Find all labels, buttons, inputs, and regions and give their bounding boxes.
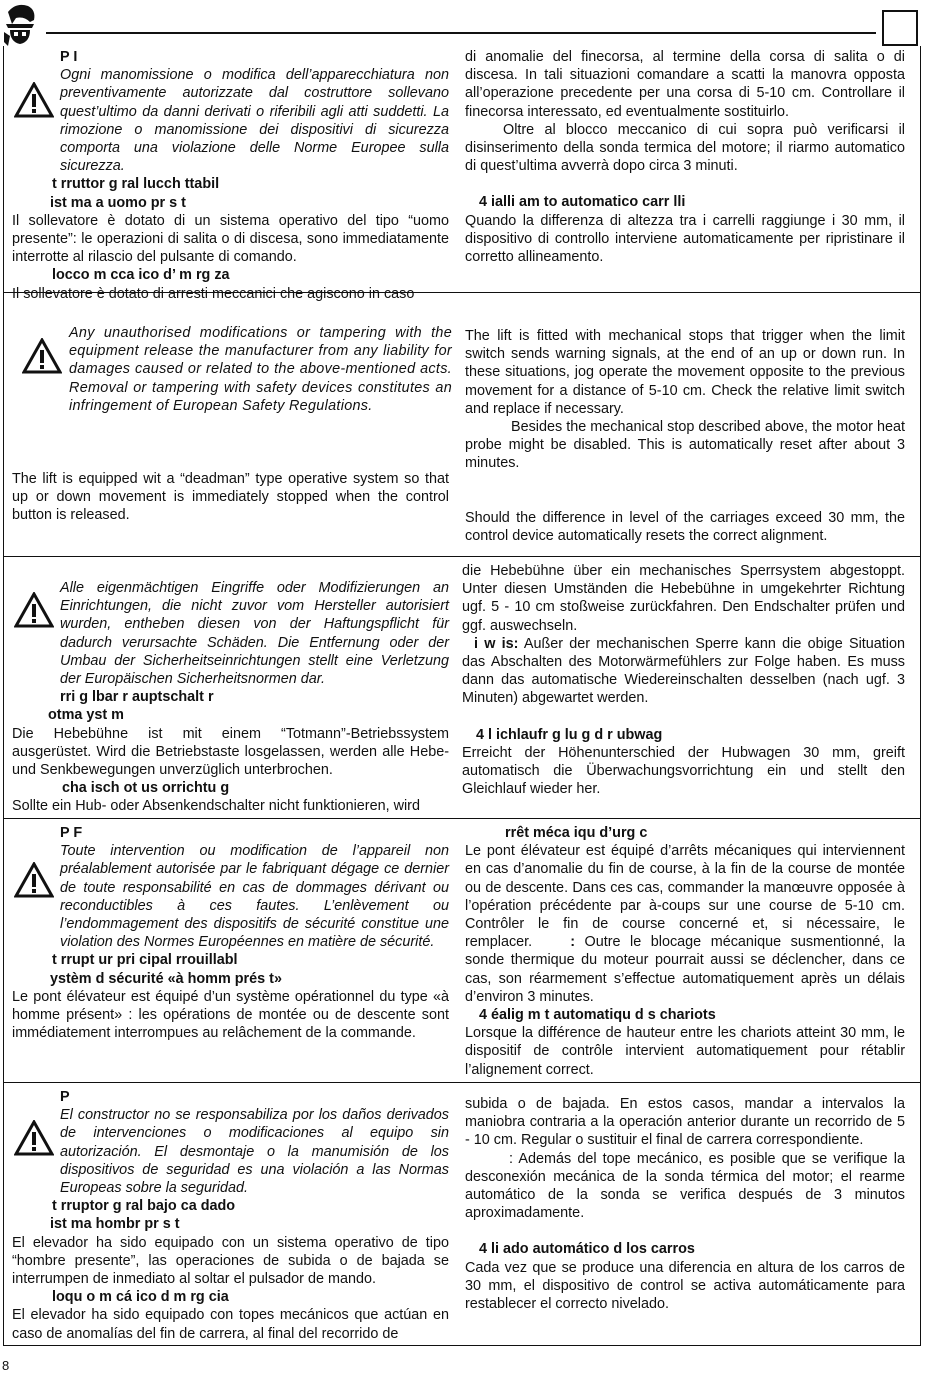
- section-heading: P I: [60, 49, 78, 65]
- paragraph: Oltre al blocco meccanico di cui sopra può verificarsi il disinserimento della sonda termica del motore; il riarmo automatico di quest’ultima avverrà dopo circa 3 minuti.: [465, 121, 905, 175]
- french-left-column: [12, 824, 449, 1042]
- german-left-column: [12, 579, 449, 816]
- section-heading: P: [60, 1089, 70, 1105]
- paragraph: Le pont élévateur est équipé d’un système opérationnel du type «à homme présent» : les opérations de montée ou de descente sont immédiatement interrompues au relâchement de la commande.: [12, 988, 449, 1042]
- paragraph: Cada vez que se produce una diferencia en altura de los carros de 30 mm, el dispositivo de control se activa automáticamente para restablecer el correcto nivelado.: [465, 1259, 905, 1313]
- warning-text: Ogni manomissione o modifica dell’apparecchiatura non preventivamente autorizzate dal costruttore sollevano quest’ultimo da danni derivati o riferibili agli atti suddetti. La rimozione o manomissione dei dispositivi di sicurezza comporta una violazione delle Norme Europee sulla sicurezza.: [60, 67, 449, 175]
- warning-text: El constructor no se responsabiliza por los daños derivados de intervenciones o modificaciones al equipo sin autorización. El desmontaje o la manumisión de los dispositivos de seguridad es una violación a las Normas Europeas sobre la seguridad.: [60, 1107, 449, 1197]
- subheading: ist ma a uomo pr s t: [50, 194, 186, 211]
- paragraph: Outre le blocage mécanique susmentionné, la sonde thermique du moteur pourrait aussi se déclencher, dans ce cas, son réarmement s’effectue automatiquement après un délais d’environ 3 minutes.: [465, 934, 905, 1005]
- paragraph: Le pont élévateur est équipé d’arrêts mécaniques qui interviennent en cas d’anomalie du fin de course, à la fin de la course de montée ou de descente. Dans ces cas, commander la manœuvre opposée à l’opération précédente par à-coups sur une course de 5-10 cm. Contrôler le fin de course concerné et, si nécessaire, le remplacer.: [465, 843, 905, 951]
- subheading: t rrupt ur pri cipal rrouillabl: [52, 952, 238, 969]
- warning-text: Any unauthorised modifications or tampering with the equipment release the manufacturer from any liability for damages caused or related to the above-mentioned acts. Removal or tampering with safety devices constitutes an infringement of European Safety Regulations.: [69, 325, 452, 414]
- paragraph: The lift is fitted with mechanical stops that trigger when the limit switch sends warning signals, at the end of an up or down run. In these situations, jog operate the movement opposite to the previous movement for a distance of 5-10 cm. Check the relative limit switch and replace if necessary.: [465, 328, 905, 417]
- paragraph: El elevador ha sido equipado con un sistema operativo de tipo “hombre presente”, las operaciones de subida o de bajada se interrumpen de inmediato al soltar el pulsador de mando.: [12, 1234, 449, 1288]
- subheading: t rruptor g ral bajo ca dado: [52, 1198, 236, 1215]
- subheading: 4 ialli am to automatico carr lli: [479, 194, 686, 211]
- note-label: :: [570, 934, 575, 951]
- warning-text: Alle eigenmächtigen Eingriffe oder Modifizierungen an Einrichtungen, die nicht zuvor vom Hersteller autorisiert wurden, entheben diesen von der Haftungspflicht für dadurch verursachte Schäden. Die Entfernung oder der Umbau der Sicherheitseinrichtungen stellt eine Verletzung der Europäischen Sicherheitsnormen dar.: [60, 580, 449, 688]
- subheading: ist ma hombr pr s t: [50, 1216, 180, 1233]
- header-rule: [46, 32, 876, 34]
- subheading: 4 li ado automático d los carros: [479, 1241, 695, 1258]
- subheading: t rruttor g ral lucch ttabil: [52, 176, 220, 193]
- subheading: cha isch ot us orrichtu g: [62, 780, 230, 797]
- section-heading: P F: [60, 825, 83, 841]
- section-divider: [3, 292, 921, 293]
- warning-text: Toute intervention ou modification de l’appareil non préalablement autorisée par le fabriquant dégage ce dernier de toute responsabilité en cas de dommages dérivant ou reconductibles à ces fautes. L’enlèvement ou l’endommagement des dispositifs de sécurité constitue une violation des Normes Européennes en matière de sécurité.: [60, 843, 449, 951]
- paragraph: Il sollevatore è dotato di arresti meccanici che agiscono in caso: [12, 285, 415, 302]
- header-box: [882, 10, 918, 46]
- paragraph: Lorsque la différence de hauteur entre les chariots atteint 30 mm, le dispositif de contrôle intervient automatiquement pour rétablir l’alignement correct.: [465, 1025, 905, 1078]
- paragraph: El elevador ha sido equipado con topes mecánicos que actúan en caso de anomalías del fin de carrera, al final del recorrido de: [12, 1307, 449, 1342]
- paragraph: subida o de bajada. En estos casos, mandar a intervalos la maniobra contraria a la operación anterior durante un recorrido de 5 - 10 cm. Regular o sustituir el final de carrera correspondiente.: [465, 1096, 905, 1149]
- section-divider: [3, 556, 921, 557]
- subheading: ystèm d sécurité «à homm prés t»: [50, 970, 282, 987]
- spanish-right-column: [465, 1095, 905, 1313]
- french-right-column: [465, 824, 905, 1079]
- paragraph: Besides the mechanical stop described above, the motor heat probe might be disabled. This is automatically reset after about 3 minutes.: [465, 419, 905, 472]
- paragraph: Quando la differenza di altezza tra i carrelli raggiunge i 30 mm, il dispositivo di controllo interviene automaticamente per ripristinare il corretto allineamento.: [465, 212, 905, 266]
- english-right-column: [465, 327, 905, 545]
- subheading: otma yst m: [48, 707, 124, 724]
- spanish-left-column: [12, 1088, 449, 1343]
- paragraph: Außer der mechanischen Sperre kann die obige Situation das Abschalten des Motorwärmefühlers zur Folge haben. Es muss dann das automatische Wiedereinschalten desselben (nach ugf. 3 Minuten) abgewartet werden.: [462, 635, 906, 707]
- italian-right-column: [465, 48, 905, 266]
- note-label: i w is:: [474, 635, 519, 652]
- subheading: rri g lbar r auptschalt r: [60, 689, 214, 706]
- subheading: 4 l ichlaufr g lu g d r ubwag: [476, 726, 663, 743]
- section-divider: [3, 818, 921, 819]
- paragraph: die Hebebühne über ein mechanisches Sperrsystem abgestoppt. Unter diesen Umständen die Hebebühne in umgekehrter Richtung ugf. 5 - 10 cm stoßweise zurückfahren. Den Endschalter prüfen und ggf. auswechseln.: [462, 563, 905, 634]
- paragraph: Die Hebebühne ist mit einem “Totmann”-Betriebssystem ausgerüstet. Wird die Betriebstaste losgelassen, werden alle Hebe- und Senkbewegungen unverzüglich unterbrochen.: [12, 725, 449, 779]
- paragraph: : Además del tope mecánico, es posible que se verifique la desconexión mecánica de la sonda térmica del motor; el rearme automático de la sonda se verifica después de 3 minutos aproximadamente.: [465, 1150, 905, 1222]
- german-right-column: [462, 562, 905, 798]
- subheading: loqu o m cá ico d m rg cia: [52, 1289, 229, 1306]
- subheading: locco m cca ico d’ m rg za: [52, 267, 230, 284]
- italian-left-column: [12, 48, 449, 303]
- paragraph: Erreicht der Höhenunterschied der Hubwagen 30 mm, greift automatisch die Überwachungsvorrichtung ein und stellt den Gleichlauf wieder her.: [462, 744, 905, 798]
- paragraph: The lift is equipped wit a “deadman” type operative system so that up or down movement is immediately stopped when the control button is released.: [12, 471, 449, 524]
- paragraph: Should the difference in level of the carriages exceed 30 mm, the control device automatically resets the correct alignment.: [465, 509, 905, 544]
- subheading: rrêt méca iqu d’urg c: [505, 825, 648, 841]
- section-divider: [3, 1082, 921, 1083]
- paragraph: Sollte ein Hub- oder Absenkendschalter nicht funktionieren, wird: [12, 798, 420, 815]
- subheading: 4 éalig m t automatiqu d s chariots: [479, 1007, 716, 1024]
- paragraph: Il sollevatore è dotato di un sistema operativo del tipo “uomo presente”: le operazioni di salita o di discesa, sono immediatamente interrotte al rilascio del pulsante di comando.: [12, 212, 449, 266]
- brand-logo-icon: [2, 2, 38, 48]
- warning-triangle-icon: [22, 338, 62, 374]
- paragraph: di anomalie del finecorsa, al termine della corsa di salita o di discesa. In tali situazioni comandare a scatti la manovra opposta all’operazione precedente per una corsa di 5-10 cm. Controllare il finecorsa interessato, ed eventualmente sostituirlo.: [465, 49, 905, 120]
- page-number: 8: [2, 1358, 10, 1373]
